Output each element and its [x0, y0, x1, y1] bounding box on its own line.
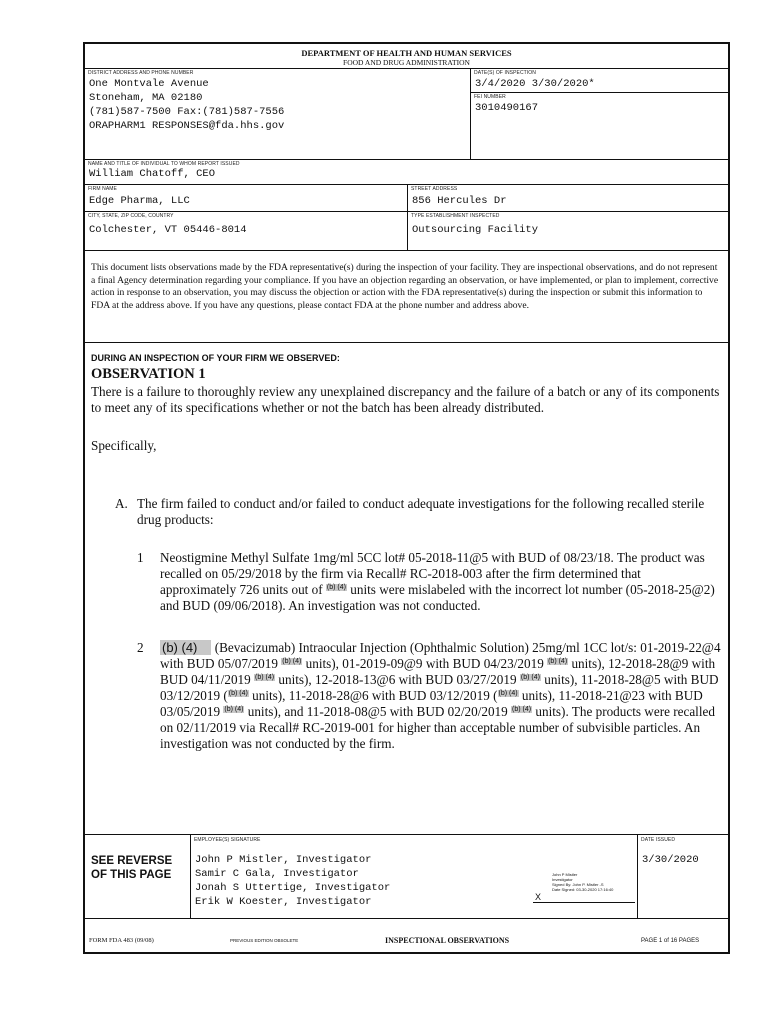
item-2-part: units), and 11-2018-08@5 with BUD 02/20/2019 [244, 704, 512, 719]
item-2-part: (Bevacizumab) Intraocular Injection (Ophthalmic Solution) 25mg/ml 1CC lot/s: 01-2019-22@4 with BUD 05/07/2019 [160, 640, 721, 671]
item-1-marker: 1 [137, 550, 144, 565]
district-label: DISTRICT ADDRESS AND PHONE NUMBER [88, 70, 194, 76]
redaction: (b) (4) [160, 640, 211, 655]
see-reverse-label: SEE REVERSE OF THIS PAGE [91, 855, 173, 881]
signature-line: Investigator [552, 877, 573, 882]
agency-heading: FOOD AND DRUG ADMINISTRATION [343, 58, 470, 67]
item-2-part: units), 11-2018-28@6 with BUD 03/12/2019 ( [248, 688, 498, 703]
item-2-part: units). The products were recalled on 02/11/2019 via Recall# RC-2019-001 for higher than acceptable number of subvisible particles. An investigation was not conducted by the firm. [160, 704, 715, 751]
district-address [89, 77, 284, 133]
employee-name: Erik W Koester, Investigator [195, 896, 372, 908]
district-line: Stoneham, MA 02180 [89, 92, 203, 104]
item-2-text [160, 640, 723, 752]
recipient-name: William Chatoff, CEO [89, 168, 216, 180]
inspection-dates-label: DATE(S) OF INSPECTION [474, 70, 537, 76]
redaction: (b) (4) [326, 583, 346, 591]
city-state-zip: Colchester, VT 05446-8014 [89, 224, 247, 236]
city-label: CITY, STATE, ZIP CODE, COUNTRY [88, 213, 174, 219]
signature-x: X [535, 892, 542, 902]
date-issued: 3/30/2020 [642, 854, 699, 866]
redaction: (b) (4) [224, 705, 244, 713]
employee-signature-label: EMPLOYEE(S) SIGNATURE [194, 837, 261, 843]
redaction: (b) (4) [255, 673, 275, 681]
item-1-text [160, 550, 720, 614]
fei-number: 3010490167 [475, 102, 539, 114]
form-title: INSPECTIONAL OBSERVATIONS [385, 936, 510, 945]
signature-line: Signed By: John P. Mistler -S [552, 882, 604, 887]
item-2-part: units), 01-2019-09@9 with BUD 04/23/2019 [302, 656, 548, 671]
item-1-part: units were mislabeled with the incorrect lot number (05-2018-25@2) and BUD (09/06/2018). An investigation was not conducted. [160, 582, 715, 613]
firm-name: Edge Pharma, LLC [89, 195, 190, 207]
inspection-notice: This document lists observations made by the FDA representative(s) during the inspection of your facility. They are inspectional observations, and do not represent a final Agency determination regarding your compliance. If you have an objection regarding an observation, or have implemented, or plan to implement, corrective action in response to an observation, you may discuss the objection or action with the FDA representative(s) during the inspection or submit this information to FDA at the address above. If you have any questions, please contact FDA at the phone number and address above. [91, 262, 719, 311]
item-2-part: units), 11-2018-21@23 with BUD 03/05/2019 [160, 688, 703, 719]
street-address: 856 Hercules Dr [412, 195, 507, 207]
digital-signature [552, 872, 613, 892]
fei-label: FEI NUMBER [474, 94, 506, 100]
item-1-part: Neostigmine Methyl Sulfate 1mg/ml 5CC lot# 05-2018-11@5 with BUD of 08/23/18. The product was recalled on 05/29/2018 by the firm via Recall# RC-2018-003 after the firm determined that approximately 726 units out of [160, 550, 705, 597]
observation-title: OBSERVATION 1 [91, 366, 206, 382]
date-issued-label: DATE ISSUED [641, 837, 676, 843]
district-line: One Montvale Avenue [89, 78, 209, 90]
redaction: (b) (4) [520, 673, 540, 681]
item-a-marker: A. [115, 496, 128, 511]
observation-text: There is a failure to thoroughly review any unexplained discrepancy and the failure of a batch or any of its components to meet any of its specifications whether or not the batch has been already distributed. [91, 384, 720, 415]
district-line: (781)587-7500 Fax:(781)587-7556 [89, 106, 285, 118]
previous-edition-note: PREVIOUS EDITION OBSOLETE [230, 938, 299, 943]
item-a-text: The firm failed to conduct and/or failed to conduct adequate investigations for the following recalled sterile drug products: [137, 496, 705, 527]
signature-line: John P Mistler [552, 872, 578, 877]
establishment-type: Outsourcing Facility [412, 224, 539, 236]
employee-name: John P Mistler, Investigator [195, 854, 372, 866]
establishment-label: TYPE ESTABLISHMENT INSPECTED [411, 213, 500, 219]
recipient-label: NAME AND TITLE OF INDIVIDUAL TO WHOM REPORT ISSUED [88, 161, 240, 167]
item-2-marker: 2 [137, 640, 144, 655]
inspection-dates: 3/4/2020 3/30/2020* [475, 78, 595, 90]
page-counter: PAGE 1 of 16 PAGES [641, 938, 700, 944]
fda-483-form [83, 42, 730, 954]
employee-name: Samir C Gala, Investigator [195, 868, 359, 880]
district-line: ORAPHARM1 RESPONSES@fda.hhs.gov [89, 120, 285, 132]
item-2-part: units), 12-2018-13@6 with BUD 03/27/2019 [275, 672, 520, 687]
form-id: FORM FDA 483 (09/08) [89, 937, 154, 944]
redaction: (b) (4) [498, 689, 518, 697]
observed-heading: DURING AN INSPECTION OF YOUR FIRM WE OBSERVED: [91, 353, 340, 363]
firm-label: FIRM NAME [88, 186, 117, 192]
redaction: (b) (4) [548, 657, 568, 665]
signature-line: Date Signed: 03-30-2020 17:16:40 [552, 887, 614, 892]
redaction: (b) (4) [282, 657, 302, 665]
employee-name: Jonah S Uttertige, Investigator [195, 882, 391, 894]
redaction: (b) (4) [228, 689, 248, 697]
street-label: STREET ADDRESS [411, 186, 458, 192]
redaction: (b) (4) [512, 705, 532, 713]
dept-heading: DEPARTMENT OF HEALTH AND HUMAN SERVICES [301, 48, 512, 58]
specifically-label: Specifically, [91, 438, 157, 453]
item-2-part: units), 12-2018-28@9 with BUD 04/11/2019 [160, 656, 716, 687]
employee-list [195, 853, 390, 909]
item-2-part: units), 11-2018-28@5 with BUD 03/12/2019 ( [160, 672, 719, 703]
